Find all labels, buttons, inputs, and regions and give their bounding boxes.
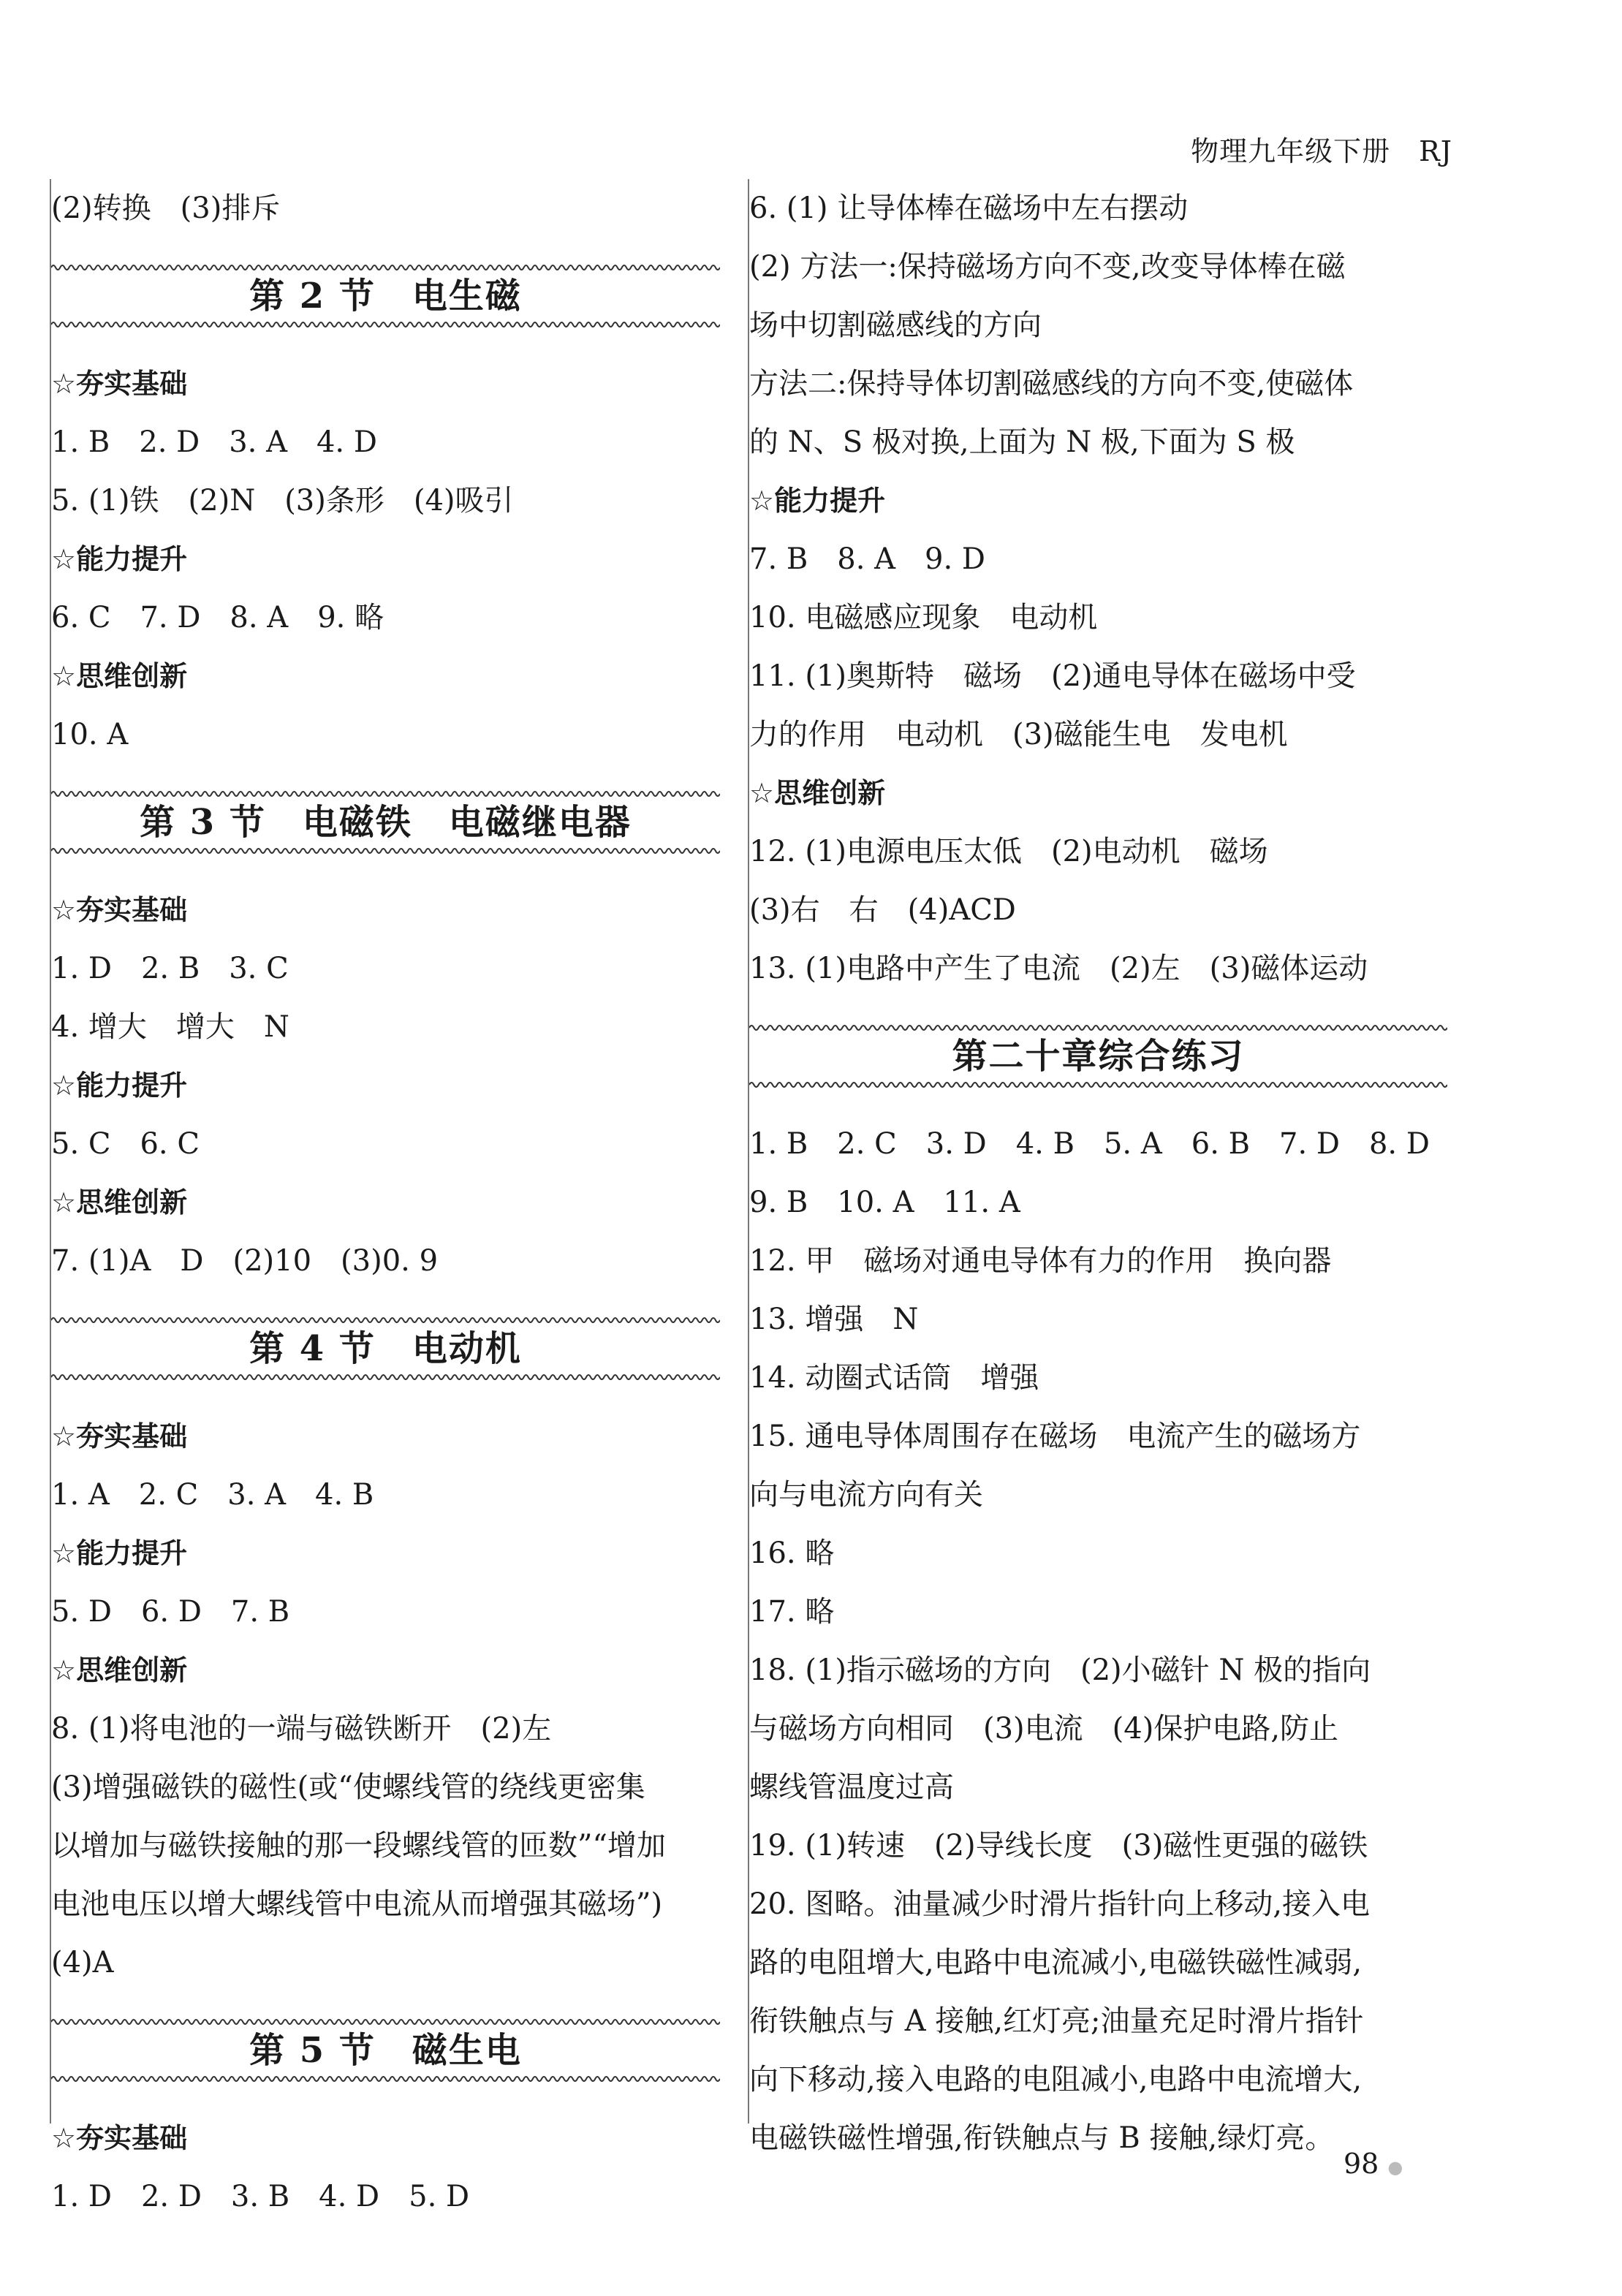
answer-line: 14. 动圈式话筒 增强: [749, 1361, 1039, 1395]
wavy-rule-top: [51, 789, 720, 799]
answer-line: 1. A 2. C 3. A 4. B: [51, 1478, 374, 1512]
wavy-rule-top: [51, 2017, 720, 2027]
section-title: 第 5 节 磁生电: [249, 2030, 522, 2071]
wavy-rule-top: [51, 1315, 720, 1325]
answer-line: 1. D 2. D 3. B 4. D 5. D: [51, 2180, 470, 2213]
wavy-rule-bottom: [51, 846, 720, 856]
subsection-label: ☆能力提升: [51, 1537, 188, 1569]
wavy-rule-bottom: [51, 319, 720, 330]
answer-line: 场中切割磁感线的方向: [749, 308, 1042, 342]
answer-line: 19. (1)转速 (2)导线长度 (3)磁性更强的磁铁: [749, 1829, 1368, 1863]
answer-line: 电池电压以增大螺线管中电流从而增强其磁场”): [51, 1887, 663, 1921]
wavy-rule-bottom: [51, 2074, 720, 2084]
answer-line: 8. (1)将电池的一端与磁铁断开 (2)左: [51, 1712, 552, 1746]
answer-line: 5. D 6. D 7. B: [51, 1595, 290, 1629]
answer-line: 20. 图略。油量减少时滑片指针向上移动,接入电: [749, 1887, 1371, 1921]
page-number: [1344, 2148, 1403, 2180]
section-heading: [51, 764, 720, 881]
answer-line: 1. D 2. B 3. C: [51, 952, 289, 985]
wavy-rule-bottom: [749, 1080, 1447, 1090]
wavy-rule-bottom: [51, 1372, 720, 1382]
answer-line: 以增加与磁铁接触的那一段螺线管的匝数”“增加: [51, 1829, 666, 1863]
subsection-label: ☆能力提升: [51, 1069, 188, 1102]
subsection-label: ☆夯实基础: [51, 894, 188, 926]
answer-line: 5. (1)铁 (2)N (3)条形 (4)吸引: [51, 484, 514, 518]
answer-line: (3)增强磁铁的磁性(或“使螺线管的绕线更密集: [51, 1770, 645, 1804]
answer-line: 6. C 7. D 8. A 9. 略: [51, 601, 384, 634]
answer-line: 6. (1) 让导体棒在磁场中左右摆动: [749, 192, 1189, 225]
section-heading: [51, 1290, 720, 1407]
answer-line: 7. (1)A D (2)10 (3)0. 9: [51, 1244, 439, 1278]
answer-line: (2) 方法一:保持磁场方向不变,改变导体棒在磁: [749, 250, 1346, 284]
answer-line: 方法二:保持导体切割磁感线的方向不变,使磁体: [749, 367, 1354, 401]
right-column: [748, 179, 1447, 2155]
subsection-label: ☆思维创新: [51, 660, 188, 692]
answer-line: 与磁场方向相同 (3)电流 (4)保护电路,防止: [749, 1712, 1339, 1746]
section-heading: [749, 998, 1447, 1115]
answer-line: 向下移动,接入电路的电阻减小,电路中电流增大,: [749, 2063, 1363, 2096]
answer-line: 10. A: [51, 718, 129, 751]
answer-line: 的 N、S 极对换,上面为 N 极,下面为 S 极: [749, 425, 1295, 459]
subsection-label: ☆夯实基础: [51, 1420, 188, 1452]
answer-line: 17. 略: [749, 1595, 835, 1629]
subsection-label: ☆能力提升: [51, 543, 188, 575]
page-dot-icon: ●: [1387, 2157, 1403, 2178]
answer-line: (3)右 右 (4)ACD: [749, 893, 1016, 927]
page-number-text: 98: [1344, 2148, 1379, 2180]
answer-line: 电磁铁磁性增强,衔铁触点与 B 接触,绿灯亮。: [749, 2121, 1335, 2155]
subsection-label: ☆夯实基础: [51, 368, 188, 400]
answer-line: 9. B 10. A 11. A: [749, 1186, 1020, 1219]
answer-line: 18. (1)指示磁场的方向 (2)小磁针 N 极的指向: [749, 1653, 1371, 1687]
wavy-rule-top: [749, 1023, 1447, 1033]
section-title: 第 3 节 电磁铁 电磁继电器: [140, 802, 632, 843]
section-heading: [51, 238, 720, 355]
answer-line: 1. B 2. D 3. A 4. D: [51, 425, 377, 459]
section-title: 第 4 节 电动机: [249, 1328, 522, 1369]
answer-line: 7. B 8. A 9. D: [749, 542, 985, 576]
subsection-label: ☆思维创新: [51, 1186, 188, 1219]
answer-line: 5. C 6. C: [51, 1127, 200, 1161]
answer-line: 16. 略: [749, 1537, 835, 1570]
answer-line: 12. 甲 磁场对通电导体有力的作用 换向器: [749, 1244, 1332, 1278]
answer-line: 衔铁触点与 A 接触,红灯亮;油量充足时滑片指针: [749, 2004, 1364, 2038]
answer-line: 13. 增强 N: [749, 1303, 919, 1336]
subsection-label: ☆思维创新: [51, 1654, 188, 1686]
wavy-rule-top: [51, 262, 720, 273]
section-title: 第 2 节 电生磁: [249, 276, 522, 317]
answer-line: 15. 通电导体周围存在磁场 电流产生的磁场方: [749, 1420, 1361, 1453]
running-header: 物理九年级下册 RJ: [1191, 135, 1452, 167]
section-title: 第二十章综合练习: [952, 1036, 1245, 1077]
subsection-label: ☆夯实基础: [51, 2122, 188, 2154]
answer-line: 螺线管温度过高: [749, 1770, 954, 1804]
section-heading: [51, 1992, 720, 2109]
answer-line: 13. (1)电路中产生了电流 (2)左 (3)磁体运动: [749, 952, 1368, 985]
answer-line: 向与电流方向有关: [749, 1478, 983, 1512]
answer-line: 1. B 2. C 3. D 4. B 5. A 6. B 7. D 8. D: [749, 1127, 1430, 1161]
subsection-label: ☆能力提升: [749, 485, 886, 517]
subsection-label: ☆思维创新: [749, 777, 886, 809]
answer-line: (2)转换 (3)排斥: [51, 192, 281, 225]
answer-line: 11. (1)奥斯特 磁场 (2)通电导体在磁场中受: [749, 659, 1356, 693]
answer-line: 力的作用 电动机 (3)磁能生电 发电机: [749, 718, 1288, 751]
answer-line: 12. (1)电源电压太低 (2)电动机 磁场: [749, 835, 1268, 868]
answer-line: 路的电阻增大,电路中电流减小,电磁铁磁性减弱,: [749, 1946, 1363, 1979]
answer-line: 4. 增大 增大 N: [51, 1010, 289, 1044]
answer-line: (4)A: [51, 1946, 114, 1979]
answer-line: 10. 电磁感应现象 电动机: [749, 601, 1098, 634]
left-column: [50, 179, 720, 2213]
